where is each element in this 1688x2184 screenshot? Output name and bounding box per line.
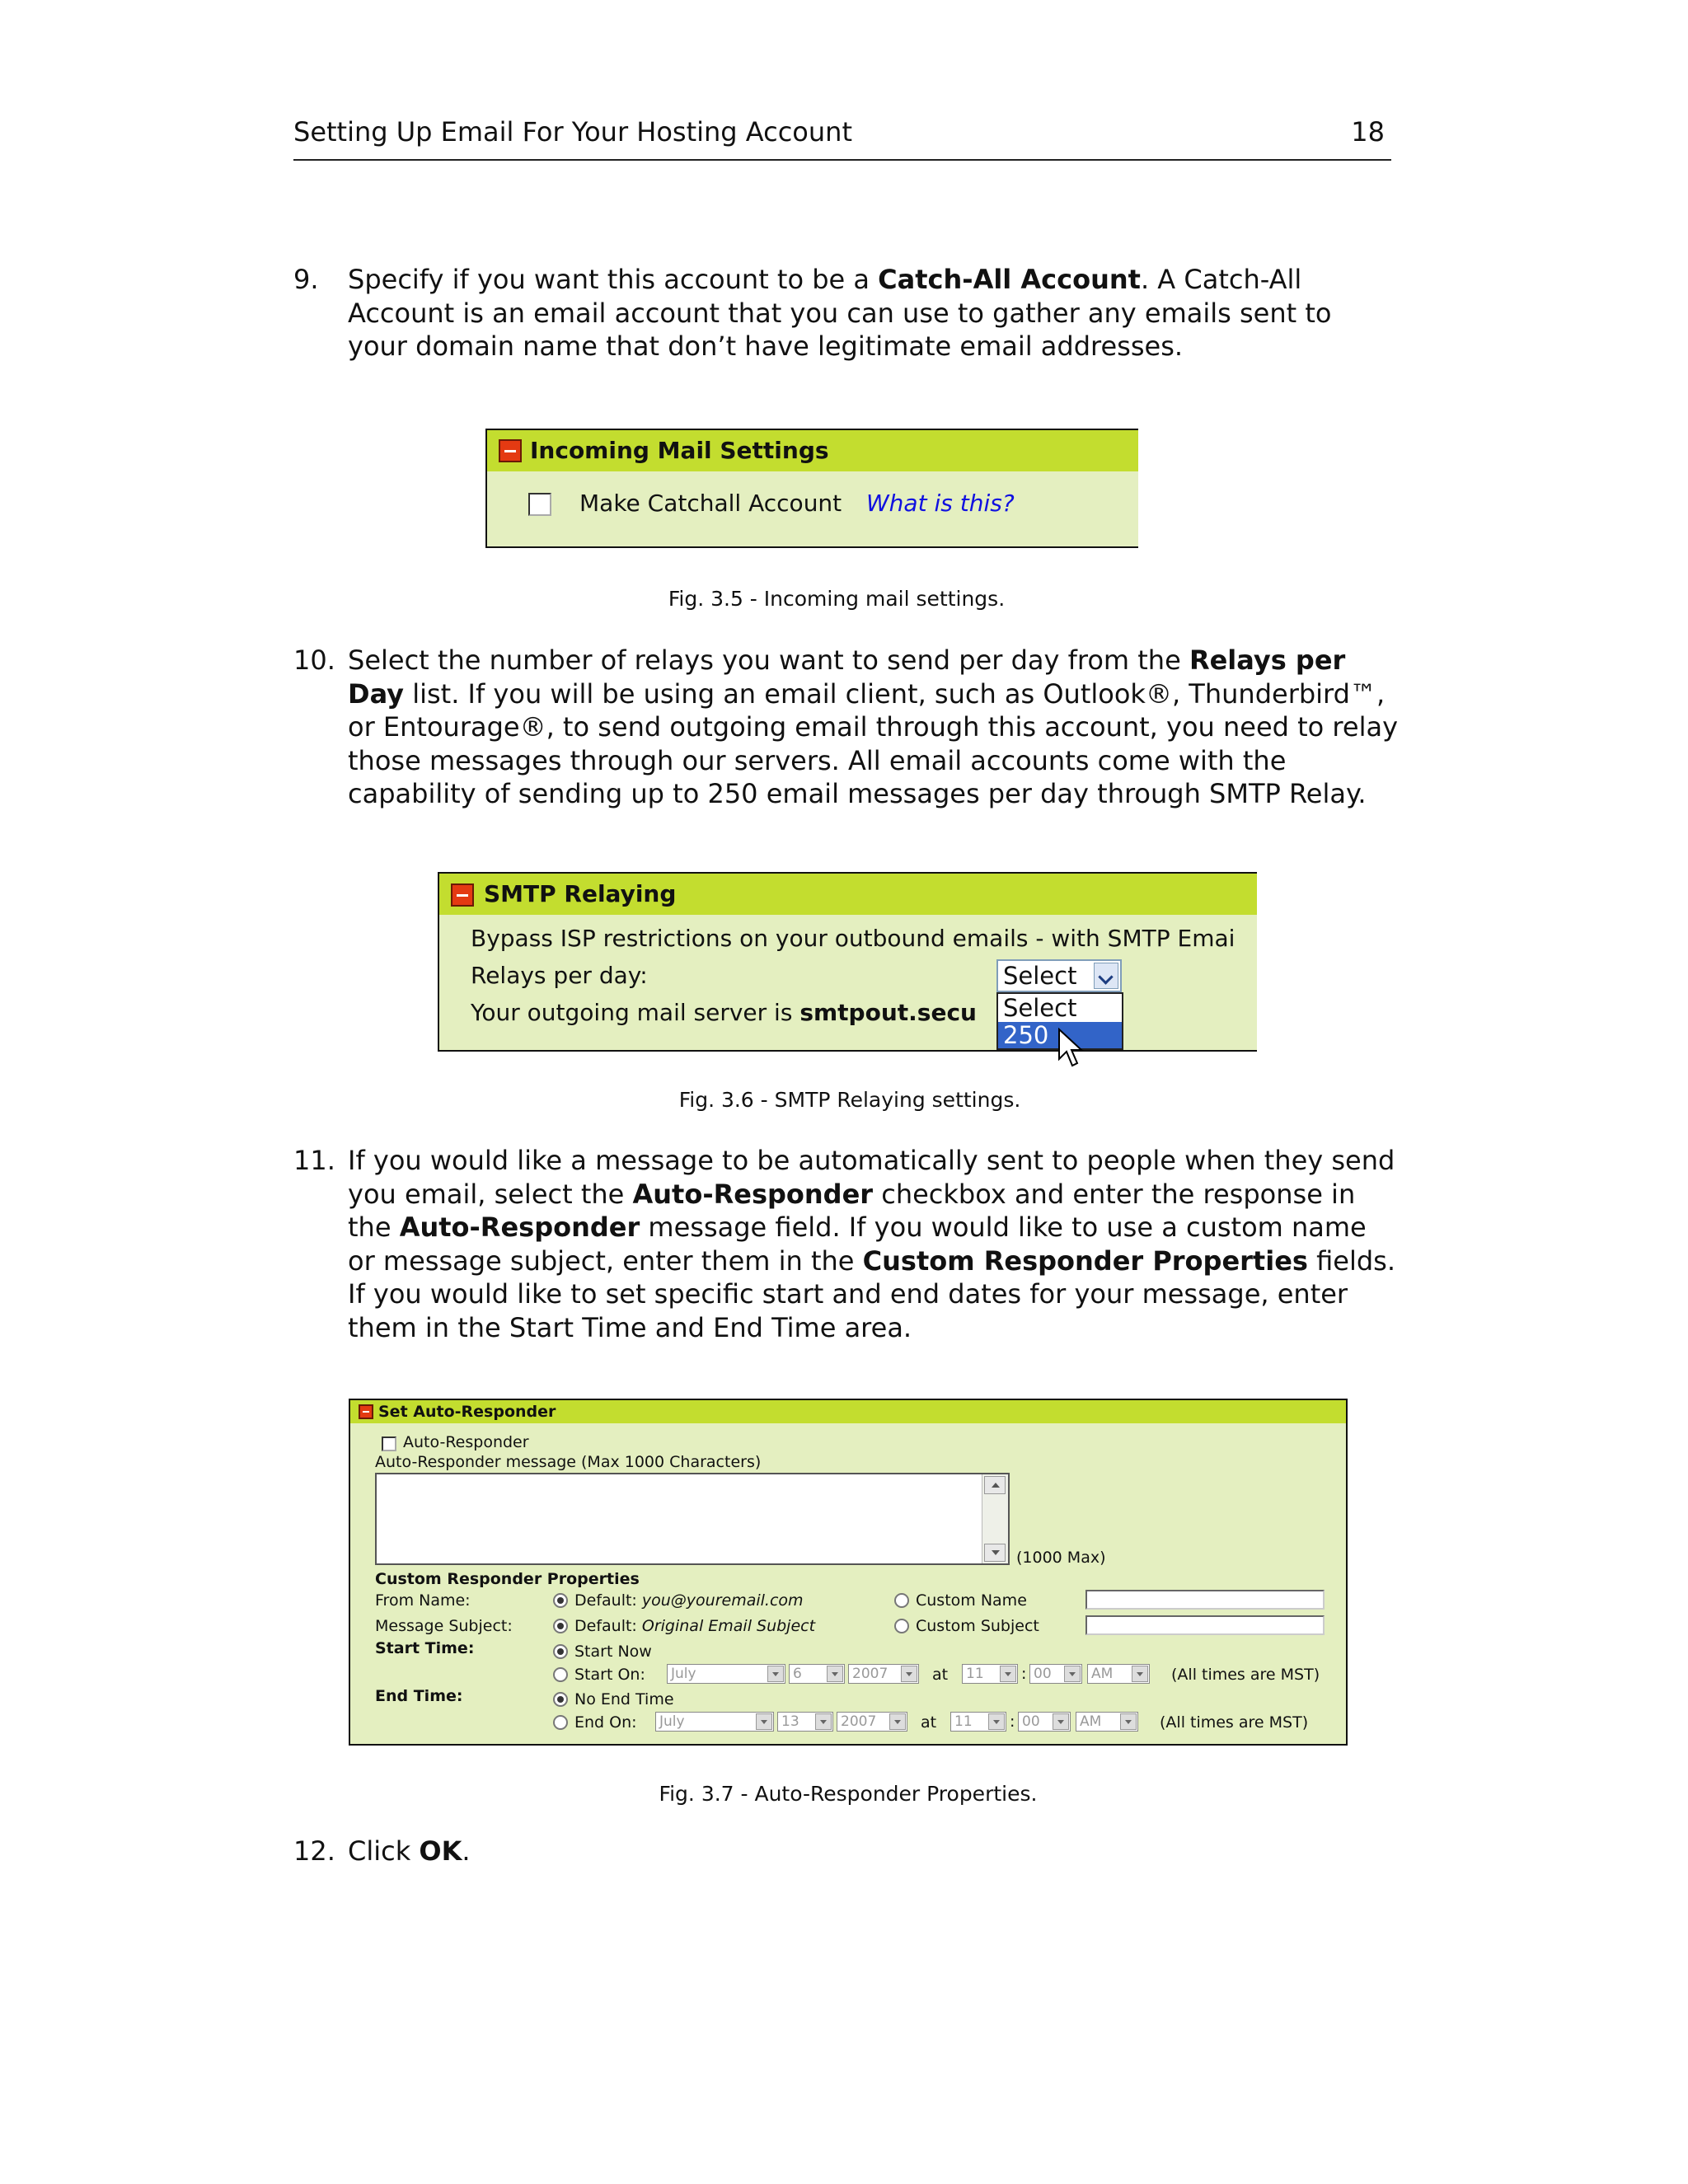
- at-label: at: [921, 1713, 937, 1732]
- start-now-radio[interactable]: [553, 1644, 568, 1659]
- dropdown-option-selected[interactable]: 250: [998, 1022, 1122, 1048]
- select-value: July: [671, 1666, 696, 1682]
- text: checkbox and enter the response in the: [348, 1178, 1356, 1243]
- dropdown-option[interactable]: Select: [1003, 994, 1077, 1022]
- custom-subject-label: Custom Subject: [916, 1617, 1039, 1635]
- step-text: [348, 1835, 1398, 1868]
- textarea-scrollbar[interactable]: [982, 1474, 1008, 1563]
- text: . A Catch-All Account is an email account that you can use to gather any emails sent to your domain name that don’t have legitimate email addresses.: [348, 264, 1332, 362]
- bold-term: Custom Responder Properties: [862, 1244, 1308, 1277]
- custom-name-radio[interactable]: [894, 1593, 909, 1608]
- bypass-isp-text: Bypass ISP restrictions on your outbound emails - with SMTP Emai: [471, 925, 1236, 952]
- collapse-icon[interactable]: [451, 883, 474, 907]
- from-name-label: From Name:: [375, 1591, 471, 1610]
- figure-caption: Fig. 3.6 - SMTP Relaying settings.: [678, 1088, 1021, 1112]
- custom-name-input[interactable]: [1085, 1590, 1325, 1610]
- chevron-down-icon[interactable]: [767, 1666, 784, 1682]
- scroll-down-icon[interactable]: [984, 1544, 1006, 1562]
- chevron-down-icon[interactable]: [1053, 1713, 1069, 1730]
- custom-subject-input[interactable]: [1085, 1615, 1325, 1635]
- no-end-time-label: No End Time: [574, 1690, 674, 1708]
- bold-term: Relays per Day: [348, 644, 1346, 710]
- bold-term: Auto-Responder: [399, 1212, 640, 1243]
- what-is-this-link[interactable]: What is this?: [866, 490, 1015, 517]
- end-minute-select[interactable]: [1018, 1712, 1071, 1732]
- select-value: 11: [966, 1666, 984, 1682]
- start-minute-select[interactable]: [1029, 1664, 1082, 1684]
- step-number: 12.: [293, 1835, 335, 1867]
- step-text: [348, 263, 1398, 363]
- message-subject-label: Message Subject:: [375, 1617, 513, 1635]
- select-value: AM: [1091, 1666, 1114, 1682]
- colon-label: :: [1021, 1665, 1027, 1683]
- end-hour-select[interactable]: [950, 1712, 1006, 1732]
- select-value: 2007: [852, 1666, 889, 1682]
- catchall-checkbox-label: Make Catchall Account: [579, 490, 842, 517]
- start-day-select[interactable]: [789, 1664, 845, 1684]
- end-on-label: End On:: [574, 1713, 637, 1732]
- chevron-down-icon[interactable]: [889, 1713, 906, 1730]
- chevron-down-icon[interactable]: [1132, 1666, 1148, 1682]
- step-12: [293, 1835, 1398, 1868]
- panel-title: SMTP Relaying: [484, 880, 677, 907]
- collapse-icon[interactable]: [359, 1404, 373, 1419]
- auto-responder-message-textarea[interactable]: [375, 1473, 1010, 1565]
- auto-responder-checkbox[interactable]: [382, 1436, 396, 1451]
- figure-caption: Fig. 3.7 - Auto-Responder Properties.: [659, 1782, 1038, 1806]
- text: .: [462, 1835, 471, 1867]
- text: list. If you will be using an email client, such as Outlook®, Thunderbird™, or Entourage®, to send outgoing email through this account, you need to relay those messages through our servers. All email accounts come with the capability of sending up to 250 email messages per day through SMTP Relay.: [348, 677, 1398, 809]
- scroll-up-icon[interactable]: [984, 1476, 1006, 1494]
- at-label: at: [932, 1666, 949, 1684]
- start-on-label: Start On:: [574, 1666, 645, 1684]
- server-name: smtpout.secu: [799, 999, 977, 1026]
- step-number: 11.: [293, 1145, 335, 1176]
- page-number: 18: [1351, 116, 1385, 148]
- text: Select the number of relays you want to send per day from the: [348, 644, 1189, 676]
- select-value: 11: [954, 1713, 973, 1730]
- default-subject: Original Email Subject: [641, 1617, 816, 1635]
- end-month-select[interactable]: [655, 1712, 774, 1732]
- incoming-mail-settings-panel: [485, 429, 1138, 548]
- document-title: Setting Up Email For Your Hosting Account: [293, 116, 852, 148]
- chevron-down-icon[interactable]: [1120, 1713, 1137, 1730]
- figure-caption: Fig. 3.5 - Incoming mail settings.: [668, 587, 1006, 611]
- text: If you would like a message to be automatically sent to people when they send you email, select the: [348, 1145, 1395, 1210]
- start-ampm-select[interactable]: [1087, 1664, 1150, 1684]
- panel-title: Set Auto-Responder: [378, 1403, 556, 1421]
- mouse-pointer-icon: [1057, 1028, 1085, 1069]
- no-end-time-radio[interactable]: [553, 1692, 568, 1707]
- chevron-down-icon[interactable]: [1094, 963, 1118, 989]
- chevron-down-icon[interactable]: [988, 1713, 1005, 1730]
- step-text: [348, 644, 1398, 811]
- page-header: [293, 116, 1391, 161]
- end-year-select[interactable]: [837, 1712, 907, 1732]
- bold-term: Catch-All Account: [878, 264, 1141, 295]
- catchall-checkbox[interactable]: [528, 493, 551, 516]
- step-number: 10.: [293, 644, 335, 676]
- timezone-note: (All times are MST): [1171, 1666, 1320, 1684]
- start-hour-select[interactable]: [962, 1664, 1018, 1684]
- auto-responder-panel: [349, 1399, 1348, 1746]
- bold-term: Auto-Responder: [632, 1178, 874, 1210]
- select-value: 00: [1034, 1666, 1052, 1682]
- chevron-down-icon[interactable]: [901, 1666, 917, 1682]
- text: message field. If you would like to use a custom name or message subject, enter them in the: [348, 1212, 1367, 1277]
- text: Your outgoing mail server is: [471, 999, 800, 1026]
- chevron-down-icon[interactable]: [815, 1713, 832, 1730]
- custom-properties-heading: Custom Responder Properties: [375, 1570, 640, 1588]
- custom-name-label: Custom Name: [916, 1591, 1027, 1610]
- select-value: Select: [1003, 962, 1077, 990]
- smtp-relaying-panel: [438, 872, 1257, 1052]
- select-value: AM: [1080, 1713, 1102, 1730]
- step-text: [348, 1144, 1398, 1344]
- end-day-select[interactable]: [777, 1712, 833, 1732]
- select-value: 13: [781, 1713, 799, 1730]
- default-email: you@youremail.com: [641, 1591, 804, 1610]
- from-default-radio[interactable]: [553, 1593, 568, 1608]
- panel-title: Incoming Mail Settings: [530, 437, 829, 464]
- end-time-label: End Time:: [375, 1687, 463, 1705]
- from-default-label: [574, 1591, 804, 1610]
- chevron-down-icon[interactable]: [756, 1713, 772, 1730]
- bold-term: OK: [419, 1835, 462, 1867]
- auto-responder-label: Auto-Responder: [403, 1433, 529, 1451]
- message-label: Auto-Responder message (Max 1000 Characters): [375, 1453, 762, 1471]
- text: Click: [348, 1835, 420, 1867]
- start-month-select[interactable]: [667, 1664, 785, 1684]
- select-value: 6: [793, 1666, 802, 1682]
- select-value: July: [659, 1713, 685, 1730]
- step-9: [293, 263, 1398, 363]
- text: Specify if you want this account to be a: [348, 264, 879, 295]
- step-10: [293, 644, 1398, 811]
- step-number: 9.: [293, 264, 319, 295]
- chevron-down-icon[interactable]: [827, 1666, 843, 1682]
- text: fields. If you would like to set specific start and end dates for your message, enter them in the Start Time and End Time area.: [348, 1244, 1395, 1343]
- subject-default-radio[interactable]: [553, 1619, 568, 1633]
- collapse-icon[interactable]: [499, 439, 522, 462]
- end-on-radio[interactable]: [553, 1715, 568, 1730]
- chevron-down-icon[interactable]: [1064, 1666, 1081, 1682]
- text: Default:: [574, 1591, 642, 1610]
- timezone-note: (All times are MST): [1160, 1713, 1309, 1732]
- custom-subject-radio[interactable]: [894, 1619, 909, 1633]
- end-ampm-select[interactable]: [1076, 1712, 1138, 1732]
- subject-default-label: [574, 1617, 815, 1635]
- relays-per-day-select[interactable]: [996, 959, 1122, 992]
- max-characters-note: (1000 Max): [1016, 1549, 1106, 1567]
- text: Default:: [574, 1617, 642, 1635]
- chevron-down-icon[interactable]: [1000, 1666, 1016, 1682]
- relays-per-day-label: Relays per day:: [471, 962, 648, 989]
- colon-label: :: [1010, 1713, 1015, 1731]
- start-now-label: Start Now: [574, 1643, 652, 1661]
- start-time-label: Start Time:: [375, 1639, 475, 1657]
- start-on-radio[interactable]: [553, 1667, 568, 1682]
- select-value: 2007: [841, 1713, 877, 1730]
- start-year-select[interactable]: [848, 1664, 919, 1684]
- step-11: [293, 1144, 1398, 1344]
- select-value: 00: [1022, 1713, 1040, 1730]
